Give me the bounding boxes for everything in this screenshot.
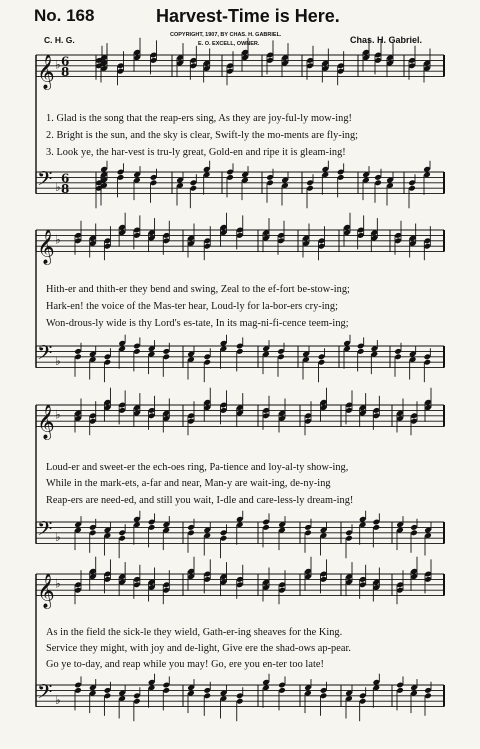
treble-clef-icon: 𝄞 — [37, 573, 55, 609]
bass-clef-icon: 𝄢 — [37, 167, 53, 196]
verse-line: Reap-ers are need-ed, and still you wait, I-dle and care-less-ly dream-ing! — [46, 495, 354, 506]
key-signature-flat-icon: ♭ — [55, 232, 61, 247]
treble-clef-icon: 𝄞 — [37, 54, 55, 90]
hymn-number: No. 168 — [34, 6, 95, 25]
lyricist-initials: C. H. G. — [44, 35, 75, 45]
copyright-line: COPYRIGHT, 1907, BY CHAS. H. GABRIEL. — [170, 32, 282, 38]
treble-clef-icon: 𝄞 — [37, 229, 55, 265]
bass-clef-icon: 𝄢 — [37, 341, 53, 370]
key-signature-flat-icon: ♭ — [55, 407, 61, 422]
key-signature-flat-icon: ♭ — [55, 529, 61, 544]
verse-line: Service they might, with joy and de-light, Give ere the shad-ows ap-pear. — [46, 643, 352, 654]
bass-clef-icon: 𝄢 — [37, 680, 53, 709]
time-signature-numerator: 6 — [61, 54, 70, 69]
key-signature-flat-icon: ♭ — [55, 576, 61, 591]
key-signature-flat-icon: ♭ — [55, 57, 61, 72]
key-signature-flat-icon: ♭ — [55, 692, 61, 707]
verse-line: Won-drous-ly wide is thy Lord's es-tate, In its mag-ni-fi-cence teem-ing; — [46, 318, 349, 329]
verse-line: As in the field the sick-le they wield, Gath-er-ing sheaves for the King. — [46, 627, 343, 638]
verse-line: Loud-er and sweet-er the ech-oes ring, Pa-tience and loy-al-ty show-ing, — [46, 462, 349, 473]
time-signature-denominator: 8 — [61, 182, 70, 197]
verse-line: While in the mark-ets, a-far and near, Man-y are wait-ing, de-ny-ing — [46, 478, 331, 489]
bass-clef-icon: 𝄢 — [37, 517, 53, 546]
verse-line: 2. Bright is the sun, and the sky is clear, Swift-ly the mo-ments are fly-ing; — [46, 130, 359, 141]
time-signature-numerator: 6 — [61, 171, 70, 186]
key-signature-flat-icon: ♭ — [55, 179, 61, 194]
treble-clef-icon: 𝄞 — [37, 404, 55, 440]
verse-line: Hith-er and thith-er they bend and swing, Zeal to the ef-fort be-stow-ing; — [46, 284, 350, 295]
composer-name: Chas. H. Gabriel. — [350, 35, 423, 45]
copyright-owner: E. O. EXCELL, OWNER. — [198, 41, 260, 47]
hymn-title: Harvest-Time is Here. — [156, 6, 340, 26]
verse-line: 3. Look ye, the har-vest is tru-ly great, Gold-en and ripe it is gleam-ing! — [46, 147, 346, 158]
verse-line: Go ye to-day, and reap while you may! Go, ere you en-ter too late! — [46, 659, 324, 670]
time-signature-denominator: 8 — [61, 65, 70, 80]
verse-line: Hark-en! the voice of the Mas-ter hear, Loud-ly for la-bor-ers cry-ing; — [46, 301, 338, 312]
key-signature-flat-icon: ♭ — [55, 353, 61, 368]
verse-line: 1. Glad is the song that the reap-ers sing, As they are joy-ful-ly mow-ing! — [46, 113, 353, 124]
